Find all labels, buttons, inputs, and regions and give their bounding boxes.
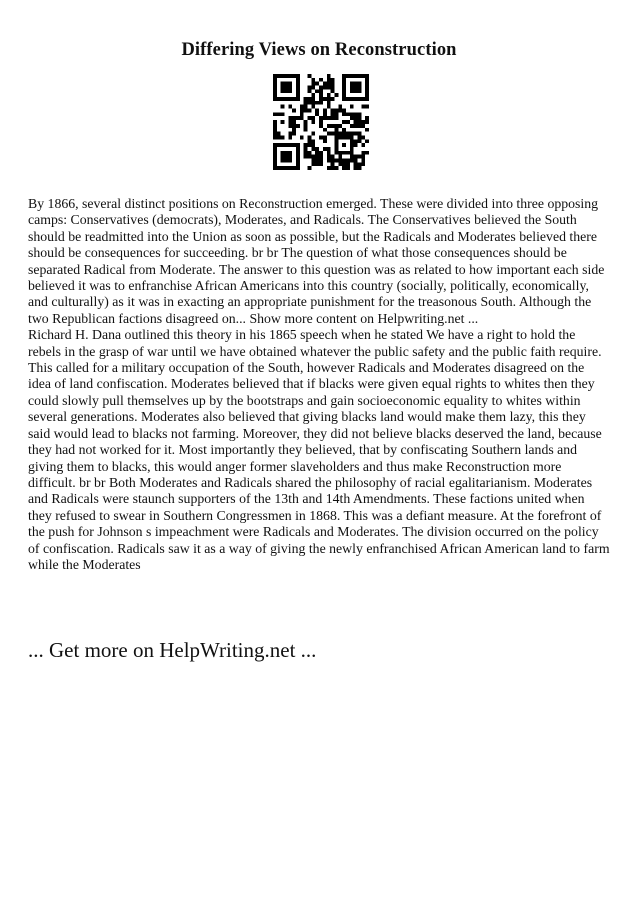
article-body — [28, 196, 610, 573]
page-title: Differing Views on Reconstruction — [181, 40, 457, 60]
paragraph: Richard H. Dana outlined this theory in his 1865 speech when he stated We have a right to hold the rebels in the grasp of war until we have obtained whatever the public safety and the public faith require. This called for a military occupation of the South, however Radicals and Moderates disagreed on the idea of land confiscation. Moderates believed that if blacks were given equal rights to whites then they could slowly pull themselves up by the bootstraps and gain socioeconomic equality to whites within several generations. Moderates also believed that giving blacks land would make them lazy, this they said would lead to blacks not farming. Moreover, they did not believe blacks deserved the land, because they had not worked for it. Most importantly they believed, that by confiscating Southern lands and giving them to blacks, this would anger former slaveholders and thus make Reconstruction more difficult. br br Both Moderates and Radicals shared the philosophy of racial egalitarianism. Moderates and Radicals were staunch supporters of the 13th and 14th Amendments. These factions united when they refused to swear in Southern Congressmen in 1868. This was a defiant measure. At the forefront of the push for Johnson s impeachment were Radicals and Moderates. The division occurred on the policy of confiscation. Radicals saw it as a way of giving the newly enfranchised African American land to farm while the Moderates — [28, 327, 610, 572]
qr-code-icon — [273, 74, 369, 170]
get-more-link[interactable]: ... Get more on HelpWriting.net ... — [28, 638, 317, 662]
paragraph: By 1866, several distinct positions on Reconstruction emerged. These were divided into three opposing camps: Conservatives (democrats), Moderates, and Radicals. The Conservatives believed the South should be readmitted into the Union as soon as possible, but the Radicals and Moderates believed there should be consequences for succeeding. br br The question of what those consequences should be separated Radical from Moderate. The answer to this question was as related to how important each side believed it was to enfranchise African Americans into this country (socially, politically, economically, and culturally) as it was in exacting an appropriate punishment for the treasonous South. Although the two Republican factions disagreed on... Show more content on Helpwriting.net ... — [28, 196, 605, 326]
